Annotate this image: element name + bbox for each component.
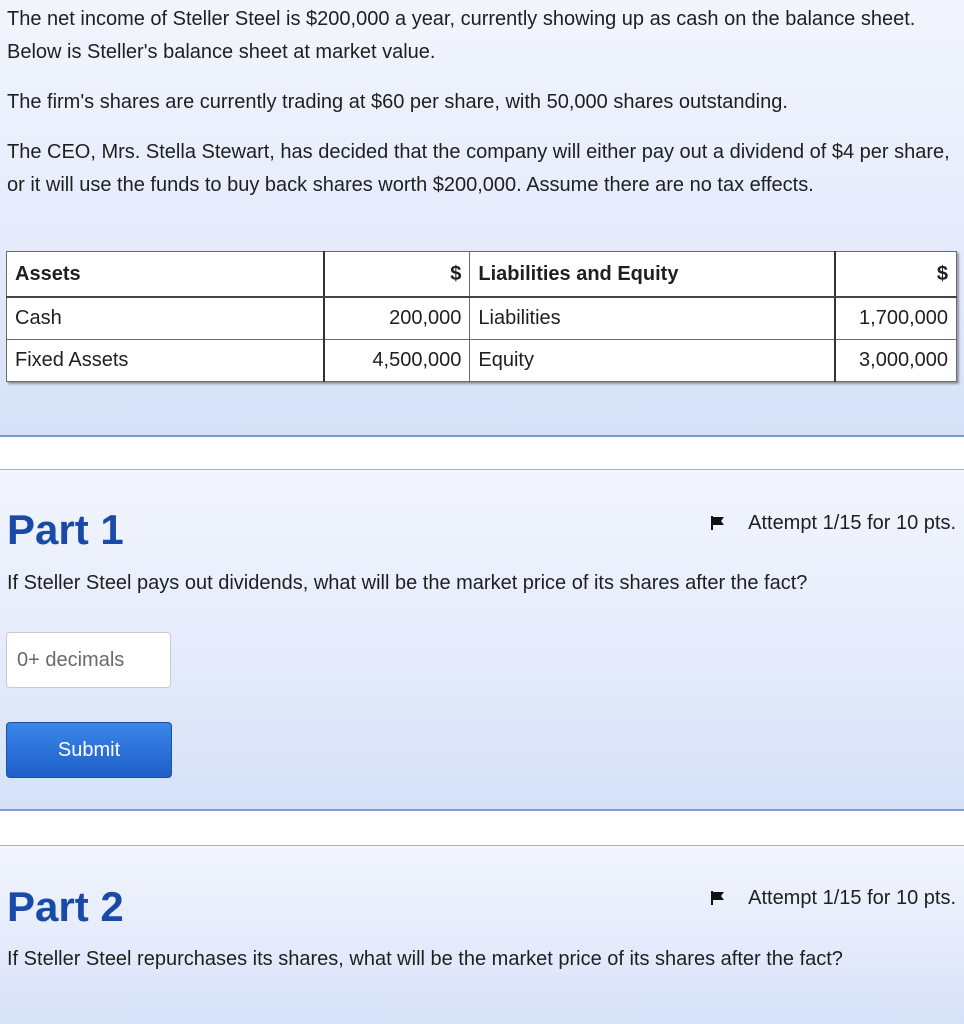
column-header-liabilities-dollar: $ bbox=[835, 252, 957, 298]
table-cell: 1,700,000 bbox=[835, 297, 957, 340]
part2-attempt-text: Attempt 1/15 for 10 pts. bbox=[748, 887, 956, 909]
part1-question: If Steller Steel pays out dividends, what will be the market price of its shares after the fact? bbox=[7, 572, 808, 594]
table-cell: Cash bbox=[7, 297, 325, 340]
part2-question: If Steller Steel repurchases its shares, what will be the market price of its shares after the fact? bbox=[7, 948, 843, 970]
table-cell: Liabilities bbox=[470, 297, 835, 340]
column-header-liabilities-equity: Liabilities and Equity bbox=[470, 252, 835, 298]
table-row bbox=[7, 297, 957, 340]
flag-icon[interactable] bbox=[710, 515, 726, 531]
part2-attempt-info bbox=[710, 885, 956, 911]
intro-paragraph: The CEO, Mrs. Stella Stewart, has decided that the company will either pay out a dividend of $4 per share, or it will use the funds to buy back shares worth $200,000. Assume there are no tax effects. bbox=[7, 141, 950, 196]
part1-answer-input[interactable] bbox=[6, 632, 171, 688]
intro-paragraph: The firm's shares are currently trading at $60 per share, with 50,000 shares outstanding. bbox=[7, 91, 788, 113]
column-header-assets: Assets bbox=[7, 252, 325, 298]
table-header-row bbox=[7, 252, 957, 298]
part1-submit-button[interactable]: Submit bbox=[6, 722, 172, 778]
table-cell: 3,000,000 bbox=[835, 340, 957, 382]
table-cell: 200,000 bbox=[324, 297, 470, 340]
column-header-assets-dollar: $ bbox=[324, 252, 470, 298]
intro-paragraph: The net income of Steller Steel is $200,000 a year, currently showing up as cash on the balance sheet. Below is Steller's balance sheet at market value. bbox=[7, 8, 916, 63]
part2-panel bbox=[0, 845, 964, 1024]
part1-attempt-info bbox=[710, 510, 956, 536]
problem-statement-panel bbox=[0, 0, 964, 437]
table-cell: Fixed Assets bbox=[7, 340, 325, 382]
balance-sheet-table bbox=[6, 251, 957, 382]
part2-title: Part 2 bbox=[7, 883, 124, 930]
table-cell: Equity bbox=[470, 340, 835, 382]
part1-attempt-text: Attempt 1/15 for 10 pts. bbox=[748, 512, 956, 534]
table-cell: 4,500,000 bbox=[324, 340, 470, 382]
table-row bbox=[7, 340, 957, 382]
part1-title: Part 1 bbox=[7, 506, 124, 553]
part1-panel bbox=[0, 469, 964, 811]
flag-icon[interactable] bbox=[710, 890, 726, 906]
